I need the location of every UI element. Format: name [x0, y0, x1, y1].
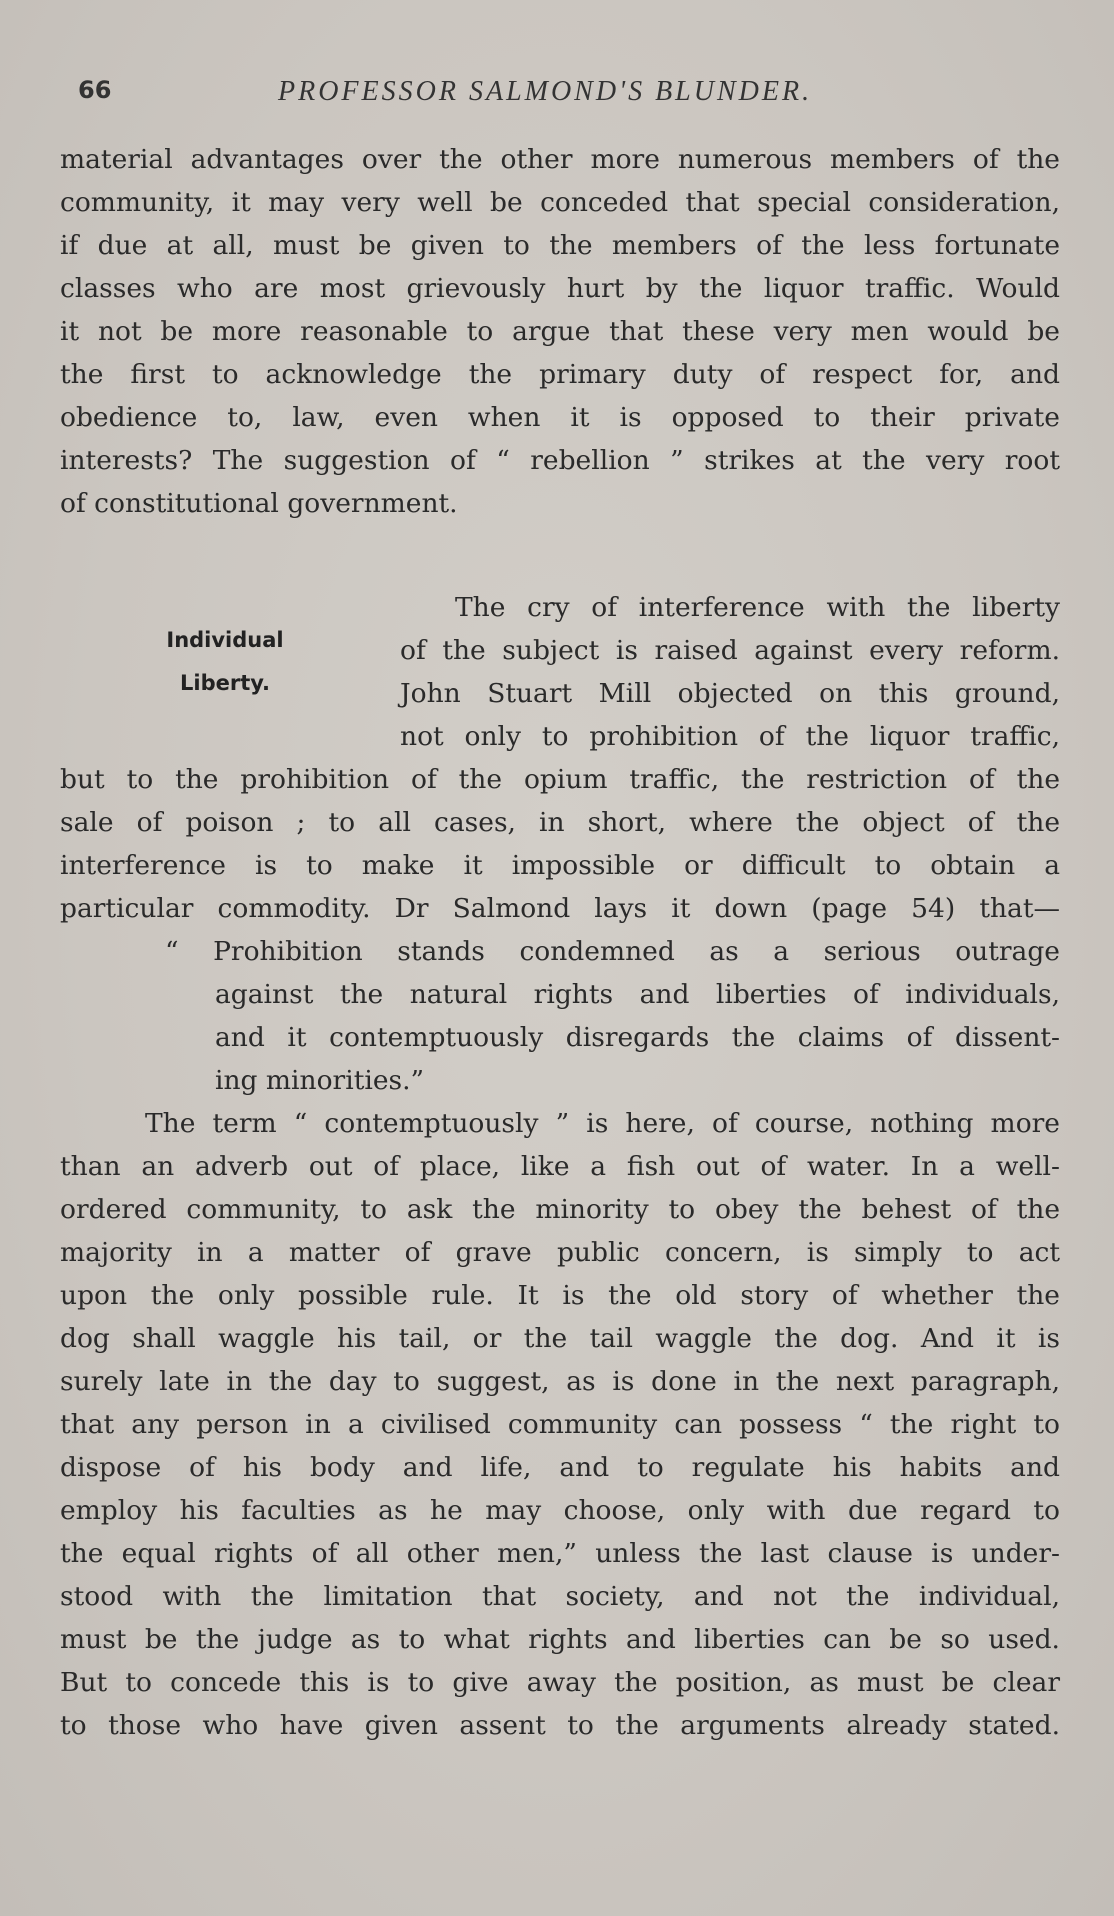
text-line: stood with the limitation that society, and not the individual, [60, 1581, 1060, 1612]
text-line: upon the only possible rule. It is the old story of whether the [60, 1280, 1060, 1311]
text-line: the equal rights of all other men,” unless the last clause is under- [60, 1538, 1060, 1569]
text-line: sale of poison ; to all cases, in short, where the object of the [60, 807, 1060, 838]
paragraph-1 [60, 138, 1060, 525]
text-line: But to concede this is to give away the position, as must be clear [60, 1667, 1060, 1698]
block-quote [165, 930, 1060, 1102]
text-line: but to the prohibition of the opium traffic, the restriction of the [60, 764, 1060, 795]
text-line: The term “ contemptuously ” is here, of course, nothing more [145, 1108, 1060, 1139]
sidenote-heading-line-2: Liberty. [180, 671, 270, 695]
text-line: material advantages over the other more numerous members of the [60, 144, 1060, 175]
text-line: must be the judge as to what rights and liberties can be so used. [60, 1624, 1060, 1655]
paragraph-2 [60, 758, 1060, 930]
page-number: 66 [78, 76, 112, 104]
text-line: it not be more reasonable to argue that these very men would be [60, 316, 1060, 347]
quote-line: “ Prohibition stands condemned as a serious outrage [165, 936, 1060, 967]
text-line: interference is to make it impossible or difficult to obtain a [60, 850, 1060, 881]
running-title: PROFESSOR SALMOND'S BLUNDER. [278, 76, 813, 107]
text-line: of constitutional government. [60, 488, 458, 519]
sidenote-heading-line-1: Individual [166, 628, 284, 652]
text-line: dog shall waggle his tail, or the tail waggle the dog. And it is [60, 1323, 1060, 1354]
quote-line: ing minorities.” [215, 1065, 425, 1096]
text-line: interests? The suggestion of “ rebellion ” strikes at the very root [60, 445, 1060, 476]
text-line: employ his faculties as he may choose, only with due regard to [60, 1495, 1060, 1526]
text-line: of the subject is raised against every reform. [400, 635, 1060, 666]
page-header [78, 76, 1038, 116]
text-line: particular commodity. Dr Salmond lays it down (page 54) that— [60, 893, 1060, 924]
text-line: classes who are most grievously hurt by the liquor traffic. Would [60, 273, 1060, 304]
text-line: dispose of his body and life, and to regulate his habits and [60, 1452, 1060, 1483]
text-line: that any person in a civilised community can possess “ the right to [60, 1409, 1060, 1440]
text-line: to those who have given assent to the arguments already stated. [60, 1710, 1060, 1741]
paragraph-3 [60, 1102, 1060, 1747]
text-line: community, it may very well be conceded that special consideration, [60, 187, 1060, 218]
text-line: surely late in the day to suggest, as is done in the next paragraph, [60, 1366, 1060, 1397]
text-line: than an adverb out of place, like a fish out of water. In a well- [60, 1151, 1060, 1182]
text-line: if due at all, must be given to the members of the less fortunate [60, 230, 1060, 261]
text-line: The cry of interference with the liberty [455, 592, 1060, 623]
paragraph-2-indented [400, 586, 1060, 758]
text-line: obedience to, law, even when it is opposed to their private [60, 402, 1060, 433]
text-line: ordered community, to ask the minority to obey the behest of the [60, 1194, 1060, 1225]
text-line: the first to acknowledge the primary duty of respect for, and [60, 359, 1060, 390]
text-line: not only to prohibition of the liquor traffic, [400, 721, 1060, 752]
text-line: majority in a matter of grave public concern, is simply to act [60, 1237, 1060, 1268]
quote-line: and it contemptuously disregards the claims of dissent- [215, 1022, 1060, 1053]
quote-line: against the natural rights and liberties of individuals, [215, 979, 1060, 1010]
text-line: John Stuart Mill objected on this ground, [400, 678, 1060, 709]
